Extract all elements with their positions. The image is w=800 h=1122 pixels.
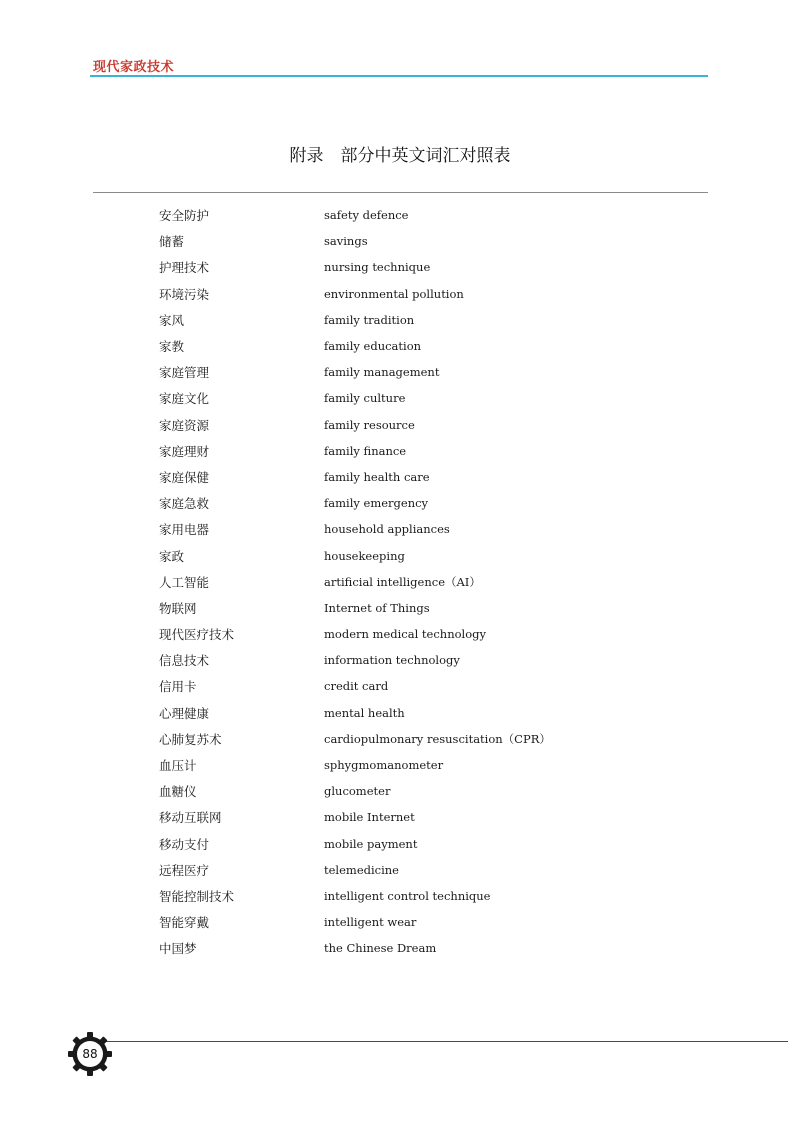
term-chinese: 家庭管理 — [159, 365, 210, 381]
term-english: modern medical technology — [324, 627, 486, 642]
term-chinese: 人工智能 — [159, 574, 210, 590]
term-chinese: 现代医疗技术 — [159, 627, 235, 643]
term-english: artificial intelligence（AI） — [324, 574, 481, 589]
term-english: mobile Internet — [324, 810, 415, 825]
term-english: safety defence — [324, 208, 409, 223]
glossary-row — [159, 307, 639, 333]
term-english: family management — [324, 365, 440, 380]
glossary-row — [159, 359, 639, 385]
glossary-row — [159, 281, 639, 307]
glossary-row — [159, 673, 639, 699]
glossary-row — [159, 778, 639, 804]
term-english: sphygmomanometer — [324, 758, 444, 773]
term-chinese: 家用电器 — [159, 522, 210, 538]
glossary-row — [159, 909, 639, 935]
term-chinese: 移动支付 — [159, 836, 210, 852]
term-english: cardiopulmonary resuscitation（CPR） — [324, 731, 551, 746]
term-english: information technology — [324, 653, 460, 668]
term-chinese: 血压计 — [159, 758, 197, 774]
glossary-row — [159, 490, 639, 516]
term-chinese: 中国梦 — [159, 941, 197, 957]
term-english: glucometer — [324, 784, 391, 799]
term-english: housekeeping — [324, 548, 405, 563]
glossary-list — [159, 202, 639, 961]
term-chinese: 储蓄 — [159, 234, 185, 250]
glossary-row — [159, 254, 639, 280]
term-chinese: 信用卡 — [159, 679, 197, 695]
term-english: mobile payment — [324, 836, 418, 851]
running-header-title: 现代家政技术 — [93, 60, 175, 75]
term-english: environmental pollution — [324, 286, 464, 301]
glossary-row — [159, 647, 639, 673]
glossary-row — [159, 385, 639, 411]
term-chinese: 家风 — [159, 312, 185, 328]
term-english: family emergency — [324, 496, 429, 511]
glossary-row — [159, 857, 639, 883]
footer-rule — [100, 1041, 788, 1042]
term-english: family culture — [324, 391, 406, 406]
glossary-row — [159, 595, 639, 621]
glossary-row — [159, 333, 639, 359]
page-title: 附录 部分中英文词汇对照表 — [289, 146, 511, 166]
term-english: credit card — [324, 679, 389, 694]
page-number: 88 — [82, 1047, 98, 1061]
glossary-row — [159, 804, 639, 830]
term-english: intelligent wear — [324, 915, 417, 930]
title-rule — [93, 192, 708, 193]
term-chinese: 护理技术 — [159, 260, 210, 276]
glossary-row — [159, 621, 639, 647]
glossary-row — [159, 752, 639, 778]
term-english: mental health — [324, 705, 405, 720]
term-chinese: 家政 — [159, 548, 185, 564]
term-english: the Chinese Dream — [324, 941, 437, 956]
term-chinese: 家庭理财 — [159, 443, 210, 459]
glossary-row — [159, 202, 639, 228]
term-english: Internet of Things — [324, 600, 430, 615]
term-chinese: 血糖仪 — [159, 784, 197, 800]
term-chinese: 家教 — [159, 339, 185, 355]
glossary-row — [159, 700, 639, 726]
term-chinese: 心肺复苏术 — [159, 731, 222, 747]
glossary-row — [159, 542, 639, 568]
glossary-row — [159, 516, 639, 542]
term-english: family tradition — [324, 312, 415, 327]
term-chinese: 信息技术 — [159, 653, 210, 669]
glossary-row — [159, 726, 639, 752]
term-chinese: 家庭文化 — [159, 391, 210, 407]
term-chinese: 家庭资源 — [159, 417, 210, 433]
glossary-row — [159, 412, 639, 438]
term-chinese: 智能控制技术 — [159, 888, 235, 904]
glossary-row — [159, 569, 639, 595]
header-rule — [90, 75, 708, 77]
term-chinese: 家庭保健 — [159, 469, 210, 485]
term-chinese: 物联网 — [159, 600, 197, 616]
glossary-row — [159, 228, 639, 254]
term-chinese: 环境污染 — [159, 286, 210, 302]
glossary-row — [159, 831, 639, 857]
term-chinese: 远程医疗 — [159, 862, 210, 878]
term-chinese: 智能穿戴 — [159, 915, 210, 931]
glossary-row — [159, 438, 639, 464]
term-english: family health care — [324, 469, 430, 484]
term-chinese: 心理健康 — [159, 705, 210, 721]
term-chinese: 移动互联网 — [159, 810, 222, 826]
glossary-row — [159, 464, 639, 490]
glossary-row — [159, 935, 639, 961]
term-english: family finance — [324, 443, 407, 458]
term-english: telemedicine — [324, 862, 399, 877]
term-english: family resource — [324, 417, 415, 432]
term-english: savings — [324, 234, 368, 249]
glossary-row — [159, 883, 639, 909]
term-english: household appliances — [324, 522, 450, 537]
term-english: nursing technique — [324, 260, 431, 275]
term-chinese: 家庭急救 — [159, 496, 210, 512]
term-english: intelligent control technique — [324, 888, 491, 903]
term-chinese: 安全防护 — [159, 208, 210, 224]
term-english: family education — [324, 339, 422, 354]
